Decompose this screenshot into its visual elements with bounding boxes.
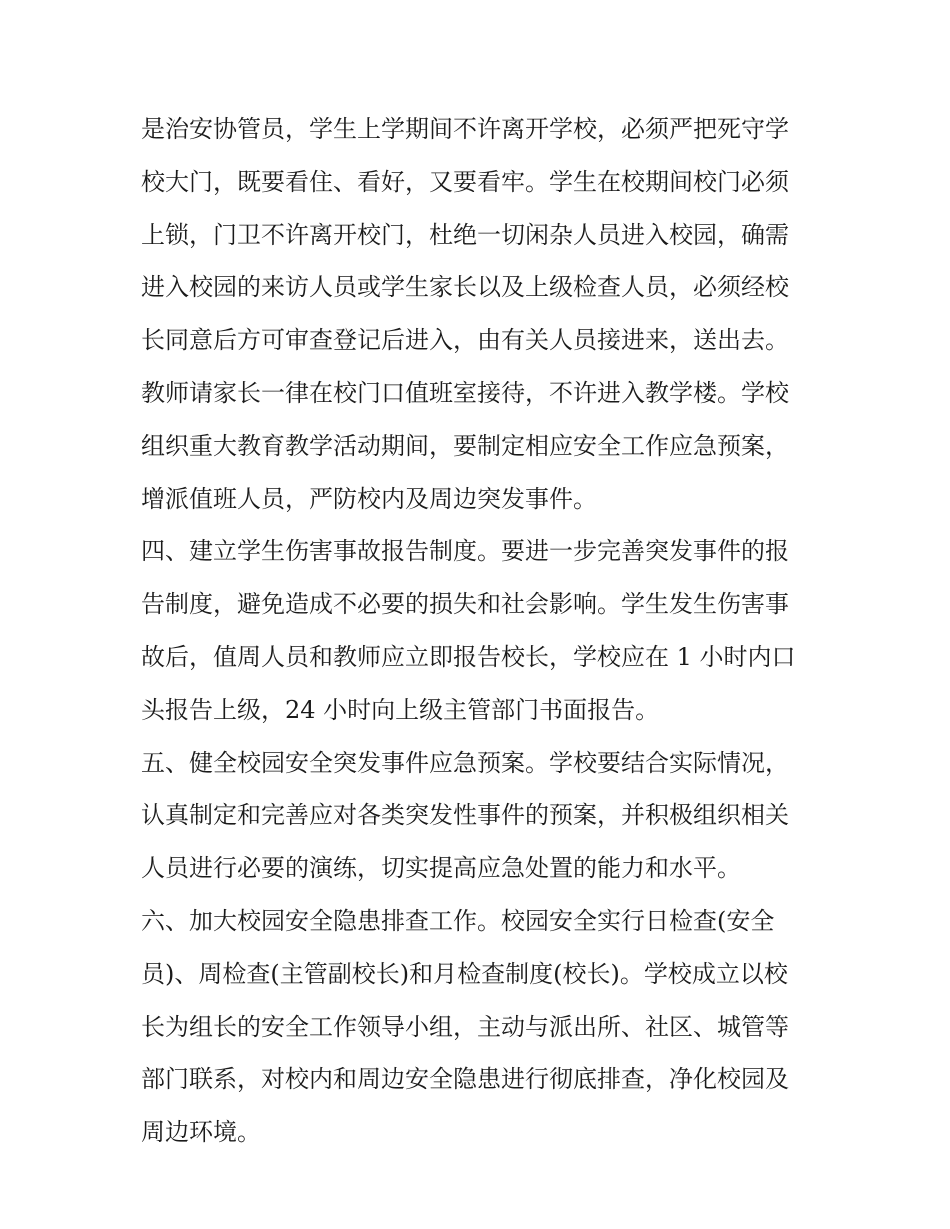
section-heading-line: 四、建立学生伤害事故报告制度。要进一步完善突发事件的报 — [141, 537, 789, 566]
section-heading-line: 五、健全校园安全突发事件应急预案。学校要结合实际情况， — [141, 748, 789, 777]
text-line: 周边环境。 — [141, 1118, 261, 1147]
text-line: 进入校园的来访人员或学生家长以及上级检查人员，必须经校 — [141, 273, 789, 302]
text-line: 头报告上级，24 小时向上级主管部门书面报告。 — [141, 695, 660, 724]
text-line: 长为组长的安全工作领导小组，主动与派出所、社区、城管等 — [141, 1012, 789, 1041]
text-line: 人员进行必要的演练，切实提高应急处置的能力和水平。 — [141, 854, 741, 883]
text-line: 教师请家长一律在校门口值班室接待，不许进入教学楼。学校 — [141, 378, 789, 407]
section-heading-line: 六、加大校园安全隐患排查工作。校园安全实行日检查(安全 — [141, 906, 775, 935]
text-line: 部门联系，对校内和周边安全隐患进行彻底排查，净化校园及 — [141, 1065, 789, 1094]
text-line: 上锁，门卫不许离开校门，杜绝一切闲杂人员进入校园，确需 — [141, 220, 789, 249]
text-line: 是治安协管员，学生上学期间不许离开学校，必须严把死守学 — [141, 115, 789, 143]
text-line: 长同意后方可审查登记后进入，由有关人员接进来，送出去。 — [141, 326, 789, 355]
text-line: 员)、周检查(主管副校长)和月检查制度(校长)。学校成立以校 — [141, 959, 788, 988]
text-line: 校大门，既要看住、看好，又要看牢。学生在校期间校门必须 — [141, 167, 789, 196]
text-line: 告制度，避免造成不必要的损失和社会影响。学生发生伤害事 — [141, 590, 789, 619]
text-line: 认真制定和完善应对各类突发性事件的预案，并积极组织相关 — [141, 801, 789, 830]
text-line: 组织重大教育教学活动期间，要制定相应安全工作应急预案， — [141, 431, 789, 460]
text-line: 故后，值周人员和教师应立即报告校长，学校应在 1 小时内口 — [141, 642, 796, 671]
text-line: 增派值班人员，严防校内及周边突发事件。 — [141, 484, 597, 513]
body-text — [141, 103, 821, 1159]
